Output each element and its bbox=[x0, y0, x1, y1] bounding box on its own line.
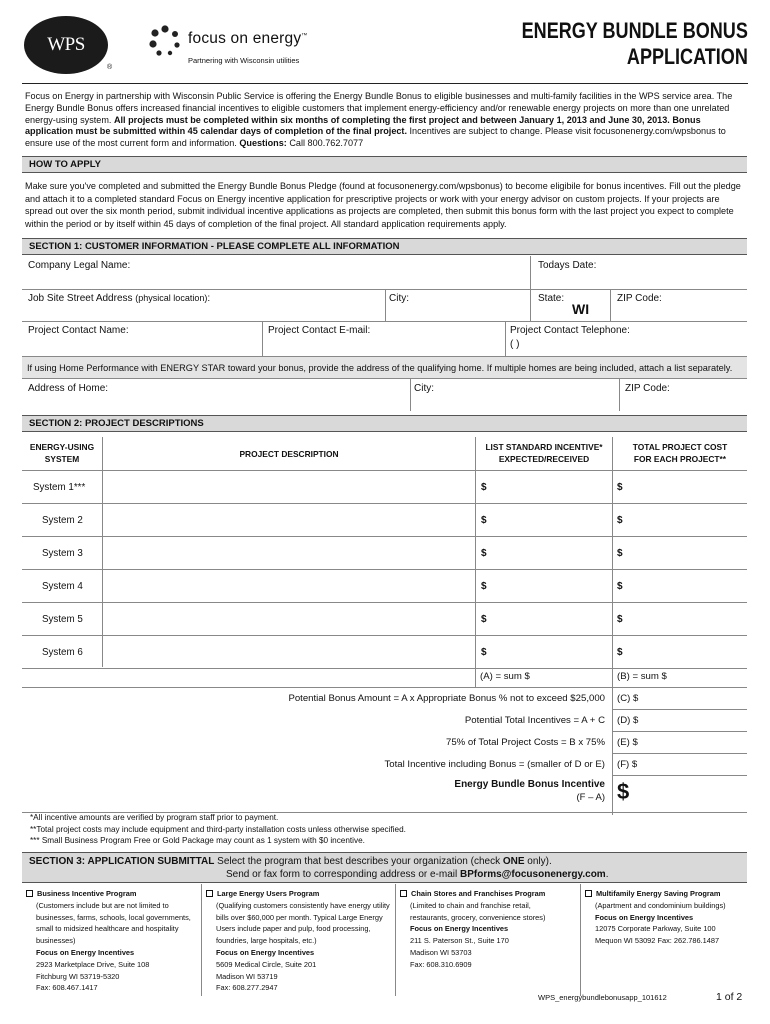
program-description: Users include paper and pulp, food processing, bbox=[216, 924, 371, 934]
program-description: restaurants, grocery, convenience stores) bbox=[410, 912, 546, 922]
cost-dollar: $ bbox=[617, 581, 623, 592]
incentive-dollar: $ bbox=[481, 647, 487, 658]
divider bbox=[619, 379, 620, 411]
calc-label: Potential Total Incentives = A + C bbox=[464, 715, 605, 726]
calc-label: Total Incentive including Bonus = (smaller of D or E) bbox=[384, 759, 605, 770]
row-divider bbox=[22, 635, 747, 636]
divider bbox=[22, 470, 747, 471]
home-address-label: Address of Home: bbox=[28, 383, 109, 394]
row-divider bbox=[22, 569, 747, 570]
checkbox-icon[interactable] bbox=[26, 890, 33, 897]
city-label: City: bbox=[389, 293, 409, 304]
contact-phone-label: Project Contact Telephone: bbox=[510, 325, 630, 336]
page-number: 1 of 2 bbox=[716, 991, 743, 1003]
wps-logo: WPS bbox=[24, 16, 108, 74]
program-address: Fitchburg WI 53719-5320 bbox=[36, 971, 120, 981]
calc-label: 75% of Total Project Costs = B x 75% bbox=[446, 737, 605, 748]
program-address: 12075 Corporate Parkway, Suite 100 bbox=[595, 924, 716, 934]
incentive-dollar: $ bbox=[481, 548, 487, 559]
divider bbox=[530, 256, 531, 289]
cost-dollar: $ bbox=[617, 548, 623, 559]
cost-dollar: $ bbox=[617, 482, 623, 493]
program-address: 5609 Medical Circle, Suite 201 bbox=[216, 959, 317, 969]
program-org: Focus on Energy Incentives bbox=[216, 947, 315, 957]
cost-dollar: $ bbox=[617, 614, 623, 625]
system-row-label: System 1*** bbox=[33, 482, 86, 493]
incentive-dollar: $ bbox=[481, 581, 487, 592]
calc-divider bbox=[612, 709, 747, 710]
calc-divider bbox=[612, 731, 747, 732]
row-divider bbox=[22, 668, 747, 669]
todays-date-label: Todays Date: bbox=[538, 260, 597, 271]
program-address: Madison WI 53719 bbox=[216, 971, 278, 981]
program-description: businesses, farms, schools, local governments, bbox=[36, 912, 191, 922]
focus-on-energy-wordmark: focus on energy™ bbox=[188, 30, 308, 47]
energy-bundle-bonus-incentive-label: Energy Bundle Bonus Incentive (F – A) bbox=[454, 779, 605, 803]
sum-a: (A) = sum $ bbox=[480, 671, 530, 682]
calc-result: (F) $ bbox=[617, 759, 638, 770]
program-address: 211 S. Paterson St., Suite 170 bbox=[410, 936, 509, 946]
program-org: Focus on Energy Incentives bbox=[410, 924, 509, 934]
program-description: foundries, large hospitals, etc.) bbox=[216, 936, 317, 946]
divider bbox=[385, 289, 386, 321]
system-row-label: System 6 bbox=[42, 647, 83, 658]
system-row-label: System 5 bbox=[42, 614, 83, 625]
checkbox-icon[interactable] bbox=[400, 890, 407, 897]
sum-b: (B) = sum $ bbox=[617, 671, 667, 682]
program-description: (Customers include but are not limited to bbox=[36, 900, 169, 910]
program-address: Fax: 608.467.1417 bbox=[36, 983, 98, 993]
program-description: (Qualifying customers consistently have energy utility bbox=[216, 900, 390, 910]
row-divider bbox=[22, 536, 747, 537]
home-city-label: City: bbox=[414, 383, 434, 394]
divider bbox=[262, 321, 263, 356]
program-option[interactable]: Chain Stores and Franchises Program (Limited to chain and franchise retail, restaurants, grocery, convenience stores) Focus on Energy Incentives 211 S. Paterson St., Suite 170 Madison WI 53703 Fax: 608.310.6909 bbox=[400, 888, 582, 971]
program-description: (Limited to chain and franchise retail, bbox=[410, 900, 531, 910]
divider bbox=[610, 289, 611, 321]
company-name-label: Company Legal Name: bbox=[28, 260, 131, 271]
phone-area-code-parens: ( ) bbox=[510, 339, 520, 350]
footnotes: *All incentive amounts are verified by program staff prior to payment. **Total project costs may include equipment and third-party installation costs unless otherwise specified. *** Small Business Program Free or Gold Package may count as 1 system with $0 incentive. bbox=[30, 813, 406, 845]
col-project-description: PROJECT DESCRIPTION bbox=[239, 449, 339, 459]
checkbox-icon[interactable] bbox=[206, 890, 213, 897]
divider bbox=[505, 321, 506, 356]
page-title: ENERGY BUNDLE BONUS APPLICATION bbox=[521, 18, 748, 69]
section3-heading: SECTION 3: APPLICATION SUBMITTAL Select the program that best describes your organization (check ONE only). Send or fax form to corresponding address or e-mail BPforms@focusonenergy.com. bbox=[22, 852, 747, 883]
cost-dollar: $ bbox=[617, 647, 623, 658]
program-divider bbox=[395, 884, 396, 996]
contact-name-label: Project Contact Name: bbox=[28, 325, 129, 336]
divider bbox=[102, 437, 103, 667]
calc-divider bbox=[612, 775, 747, 776]
row-divider bbox=[22, 503, 747, 504]
divider bbox=[22, 321, 747, 322]
focus-on-energy-dots-logo bbox=[148, 24, 182, 58]
program-divider bbox=[201, 884, 202, 996]
divider bbox=[22, 687, 747, 688]
program-description: businesses) bbox=[36, 936, 76, 946]
contact-email-label: Project Contact E-mail: bbox=[268, 325, 371, 336]
program-address: Fax: 608.310.6909 bbox=[410, 959, 472, 969]
program-org: Focus on Energy Incentives bbox=[36, 947, 135, 957]
incentive-dollar: $ bbox=[481, 482, 487, 493]
focus-on-energy-tagline: Partnering with Wisconsin utilities bbox=[188, 56, 300, 65]
program-option[interactable]: Large Energy Users Program (Qualifying customers consistently have energy utility bills over $60,000 per month. Typical Large Energy Users include paper and pulp, food processing, foundries, large hospitals, etc.) Focus on Energy Incentives 5609 Medical Circle, Suite 201 Madison WI 53719 Fax: 608.277.2947 bbox=[206, 888, 396, 994]
col-energy-system: ENERGY-USING SYSTEM bbox=[29, 442, 95, 464]
calc-divider bbox=[612, 753, 747, 754]
how-to-apply-heading: HOW TO APPLY bbox=[22, 156, 747, 173]
divider bbox=[612, 437, 613, 815]
program-address: Fax: 608.277.2947 bbox=[216, 983, 278, 993]
state-value: WI bbox=[572, 301, 590, 317]
final-incentive-dollar: $ bbox=[617, 779, 630, 804]
program-description: small to midsized healthcare and hospitality bbox=[36, 924, 179, 934]
intro-paragraph: Focus on Energy in partnership with Wisconsin Public Service is offering the Energy Bundle Bonus to eligible businesses and multi-family facilities in the WPS service area. The Energy Bundle Bonus offers increased financial incentives to eligible customers that implement energy-efficiency and/or renewable energy projects on more than one unrelated energy-using system. All projects must be completed within six months of completing the first project and between January 1, 2013 and June 30, 2013. Bonus application must be submitted within 45 calendar days of completion of the final project. Incentives are subject to change. Please visit focusonenergy.com/wpsbonus to ensure use of the most current form and information. Questions: Call 800.762.7077 bbox=[25, 91, 733, 149]
system-row-label: System 3 bbox=[42, 548, 83, 559]
section2-heading: SECTION 2: PROJECT DESCRIPTIONS bbox=[22, 415, 747, 432]
program-option[interactable]: Business Incentive Program (Customers include but are not limited to businesses, farms, schools, local governments, small to midsized healthcare and hospitality businesses) Focus on Energy Incentives 2923 Marketplace Drive, Suite 108 Fitchburg WI 53719-5320 Fax: 608.467.1417 bbox=[26, 888, 204, 994]
program-address: Mequon WI 53092 Fax: 262.786.1487 bbox=[595, 936, 720, 946]
form-code: WPS_energybundlebonusapp_101612 bbox=[538, 993, 667, 1002]
program-divider bbox=[580, 884, 581, 996]
program-org: Focus on Energy Incentives bbox=[595, 912, 694, 922]
divider bbox=[410, 379, 411, 411]
cost-dollar: $ bbox=[617, 515, 623, 526]
registered-mark: ® bbox=[107, 64, 113, 71]
row-divider bbox=[22, 602, 747, 603]
how-to-apply-text: Make sure you've completed and submitted the Energy Bundle Bonus Pledge (found at focusonenergy.com/wpsbonus) to become eligibile for bonus incentives. Fill out the pledge and attach it to a completed standard Focus on Energy incentive application for prescriptive projects or work with your energy advisor on custom projects. If your projects are spread out over the six month period, submit individual incentive applications as projects are completed, then submit this bonus form with the last project you expect to complete within the period or by itself within 45 days of completion of the final project. All standard application requirements apply. bbox=[25, 181, 741, 230]
program-option[interactable]: Multifamily Energy Saving Program (Apartment and condominium buildings) Focus on Energy Incentives 12075 Corporate Parkway, Suite 100 Mequon WI 53092 Fax: 262.786.1487 bbox=[585, 888, 750, 947]
checkbox-icon[interactable] bbox=[585, 890, 592, 897]
system-row-label: System 4 bbox=[42, 581, 83, 592]
divider bbox=[475, 437, 476, 687]
divider bbox=[530, 289, 531, 321]
calc-result: (C) $ bbox=[617, 693, 639, 704]
program-description: (Apartment and condominium buildings) bbox=[595, 900, 726, 910]
program-description: bills over $60,000 per month. Typical Large Energy bbox=[216, 912, 383, 922]
program-address: 2923 Marketplace Drive, Suite 108 bbox=[36, 959, 150, 969]
state-label: State: bbox=[538, 293, 565, 304]
calc-result: (E) $ bbox=[617, 737, 638, 748]
system-row-label: System 2 bbox=[42, 515, 83, 526]
header-divider bbox=[22, 83, 748, 84]
incentive-dollar: $ bbox=[481, 614, 487, 625]
calc-label: Potential Bonus Amount = A x Appropriate Bonus % not to exceed $25,000 bbox=[288, 693, 605, 704]
calc-result: (D) $ bbox=[617, 715, 639, 726]
zip-label: ZIP Code: bbox=[617, 293, 662, 304]
col-standard-incentive: LIST STANDARD INCENTIVE* EXPECTED/RECEIVED bbox=[485, 442, 603, 464]
incentive-dollar: $ bbox=[481, 515, 487, 526]
home-zip-label: ZIP Code: bbox=[625, 383, 670, 394]
program-address: Madison WI 53703 bbox=[410, 947, 472, 957]
col-total-cost: TOTAL PROJECT COST FOR EACH PROJECT** bbox=[632, 442, 728, 464]
section1-heading: SECTION 1: CUSTOMER INFORMATION - PLEASE COMPLETE ALL INFORMATION bbox=[22, 238, 747, 255]
street-address-label: Job Site Street Address (physical location): bbox=[28, 293, 211, 304]
home-performance-note: If using Home Performance with ENERGY STAR toward your bonus, provide the address of the qualifying home. If multiple homes are being included, attach a list separately. bbox=[22, 356, 747, 379]
